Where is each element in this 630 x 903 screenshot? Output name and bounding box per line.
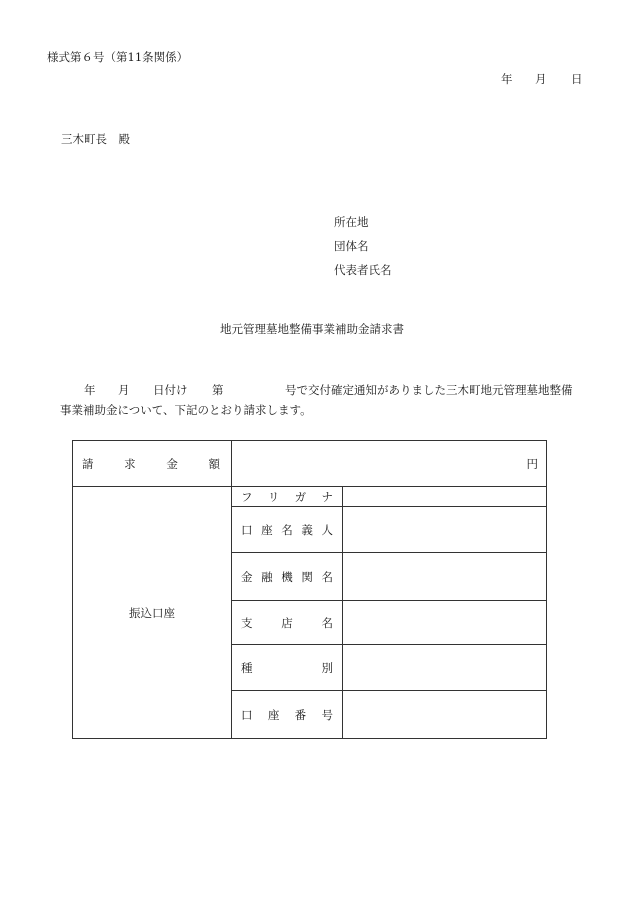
claim-table xyxy=(72,440,547,739)
representative-label-text: 代表者氏名 xyxy=(334,263,392,277)
location-label xyxy=(334,214,394,230)
account-holder-label: 口 座 名 義 人 xyxy=(241,522,333,537)
bank-account-label-cell xyxy=(73,487,232,739)
representative-label xyxy=(334,262,392,278)
claim-amount-label-cell xyxy=(73,441,232,487)
account-number-label: 口 座 番 号 xyxy=(241,707,333,722)
group-name-label xyxy=(334,238,394,254)
account-number-label-cell xyxy=(232,691,343,739)
account-number-field[interactable] xyxy=(343,691,547,739)
furigana-field[interactable] xyxy=(343,487,547,507)
account-type-label-cell xyxy=(232,645,343,691)
bank-name-field[interactable] xyxy=(343,553,547,601)
account-holder-label-cell xyxy=(232,507,343,553)
location-label-text: 所 在 地 xyxy=(334,215,369,229)
account-holder-field[interactable] xyxy=(343,507,547,553)
date-day-label: 日 xyxy=(571,72,583,86)
body-line2: 事業補助金について、下記のとおり請求します。 xyxy=(60,403,312,417)
bank-name-label-cell xyxy=(232,553,343,601)
body-month-label: 月 xyxy=(118,383,130,397)
furigana-label: フ リ ガ ナ xyxy=(241,489,333,504)
body-line1-rest: 号で交付確定通知がありました三木町地元管理墓地整備 xyxy=(285,383,573,397)
branch-name-label-cell xyxy=(232,601,343,645)
yen-unit: 円 xyxy=(526,456,538,471)
date-year-label: 年 xyxy=(501,72,513,86)
body-dated-label: 日付け xyxy=(153,383,188,397)
account-type-label: 種 別 xyxy=(241,660,333,675)
group-name-label-text: 団 体 名 xyxy=(334,239,369,253)
account-type-field[interactable] xyxy=(343,645,547,691)
branch-name-label: 支 店 名 xyxy=(241,615,333,630)
furigana-row xyxy=(73,487,547,507)
furigana-label-cell xyxy=(232,487,343,507)
addressee: 三木町長 殿 xyxy=(61,132,130,146)
claim-amount-row xyxy=(73,441,547,487)
document-title: 地元管理墓地整備事業補助金請求書 xyxy=(220,322,404,336)
claim-amount-label: 請 求 金 額 xyxy=(82,456,220,471)
bank-account-label: 振込口座 xyxy=(129,605,175,620)
branch-name-field[interactable] xyxy=(343,601,547,645)
date-month-label: 月 xyxy=(535,72,547,86)
body-number-prefix: 第 xyxy=(212,383,224,397)
bank-name-label: 金 融 機 関 名 xyxy=(241,569,333,584)
body-year-label: 年 xyxy=(84,383,96,397)
form-number: 様式第６号（第11条関係） xyxy=(47,50,189,64)
claim-amount-field[interactable] xyxy=(232,441,547,487)
